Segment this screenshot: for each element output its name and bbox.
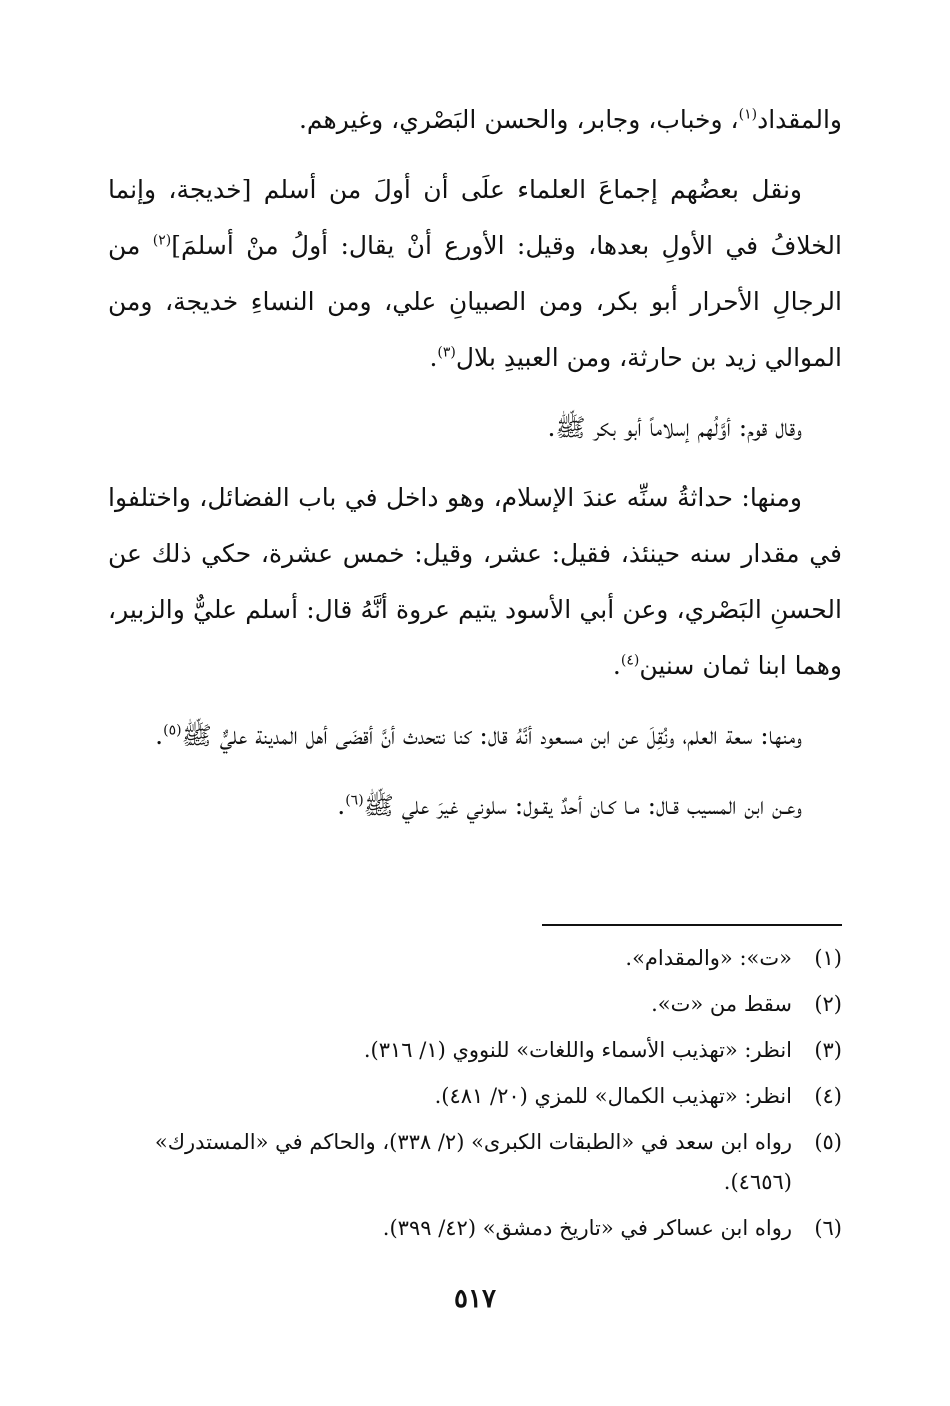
footnote-ref-4[interactable]: (٤) [620, 652, 640, 669]
paragraph-2 [108, 162, 842, 386]
footnote-2 [108, 984, 842, 1024]
footnote-number: (٢) [814, 992, 842, 1016]
page-number: ٥١٧ [454, 1284, 496, 1314]
paragraph-2-after2: . [429, 343, 438, 372]
footnote-text: «ت»: «والمقدام». [625, 946, 792, 970]
paragraph-6 [108, 778, 842, 834]
paragraph-4 [108, 470, 842, 694]
footnote-number: (٦) [814, 1216, 842, 1240]
paragraph-4-after: . [612, 651, 621, 680]
footnote-text: رواه ابن عساكر في «تاريخ دمشق» (٤٢/ ٣٩٩). [382, 1216, 792, 1240]
paragraph-4-text: ومنها: حداثةُ سنِّه عندَ الإسلام، وهو داخل في باب الفضائل، واختلفوا في مقدار سنه حينئذ، فقيل: عشر، وقيل: خمس عشرة، حكي ذلك عن الحسنِ البَصْري، وعن أبي الأسود يتيم عروة أنَّهُ قال: أسلم عليٌّ والزبير، وهما ابنا ثمان سنين [108, 483, 842, 680]
paragraph-3-text: وقال قوم: أوَّلُهم إسلاماً أبو بكر ﷺ. [547, 413, 802, 442]
paragraph-6-text: وعـن ابن المسيب قـال: مـا كـان أحدٌ يقـول: سلوني غيرَ علي ﷺ [363, 791, 802, 820]
footnote-5 [108, 1122, 842, 1202]
footnote-ref-2[interactable]: (٢) [152, 232, 172, 249]
footnote-1 [108, 938, 842, 978]
footnote-ref-5[interactable]: (٥) [163, 722, 182, 739]
paragraph-3 [108, 400, 842, 456]
main-text [108, 92, 842, 848]
paragraph-1-text: والمقداد [757, 105, 842, 134]
footnote-text: رواه ابن سعد في «الطبقات الكبرى» (٢/ ٣٣٨)، والحاكم في «المستدرك» (٤٦٥٦). [154, 1130, 792, 1194]
paragraph-5-text: ومنها: سعة العلم، ونُقِلَ عن ابن مسعود أنَّهُ قال: كنا نتحدث أنَّ أقضَى أهل المدينة عليٌّ ﷺ [181, 721, 802, 750]
footnote-text: انظر: «تهذيب الكمال» للمزي (٢٠/ ٤٨١). [434, 1084, 792, 1108]
footnote-4 [108, 1076, 842, 1116]
paragraph-1 [108, 92, 842, 148]
footnote-separator [542, 924, 842, 926]
paragraph-1-after: ، وخباب، وجابر، والحسن البَصْري، وغيرهم. [298, 105, 739, 134]
footnote-ref-6[interactable]: (٦) [345, 792, 364, 809]
paragraph-2-after: من الرجالِ الأحرار أبو بكر، ومن الصبيانِ علي، ومن النساءِ خديجة، ومن الموالي زيد بن حارثة، ومن العبيدِ بلال [108, 231, 842, 372]
paragraph-2-text: ونقل بعضُهم إجماعَ العلماء علَى أن أولَ من أسلم [خديجة، وإنما الخلافُ في الأولِ بعدها، وقيل: الأورع أنْ يقال: أولُ منْ أسلمَ] [108, 175, 842, 260]
footnote-text: سقط من «ت». [651, 992, 792, 1016]
footnote-6 [108, 1208, 842, 1248]
paragraph-5 [108, 708, 842, 764]
footnote-ref-3[interactable]: (٣) [437, 344, 456, 361]
footnote-number: (٥) [814, 1130, 842, 1154]
paragraph-6-after: . [337, 791, 346, 820]
footnote-number: (١) [814, 946, 842, 970]
footnote-text: انظر: «تهذيب الأسماء واللغات» للنووي (١/ ٣١٦). [363, 1038, 792, 1062]
footnote-3 [108, 1030, 842, 1070]
footnotes [108, 938, 842, 1254]
footnote-number: (٤) [814, 1084, 842, 1108]
footnote-number: (٣) [814, 1038, 842, 1062]
paragraph-5-after: . [155, 721, 164, 750]
footnote-ref-1[interactable]: (١) [738, 106, 758, 123]
